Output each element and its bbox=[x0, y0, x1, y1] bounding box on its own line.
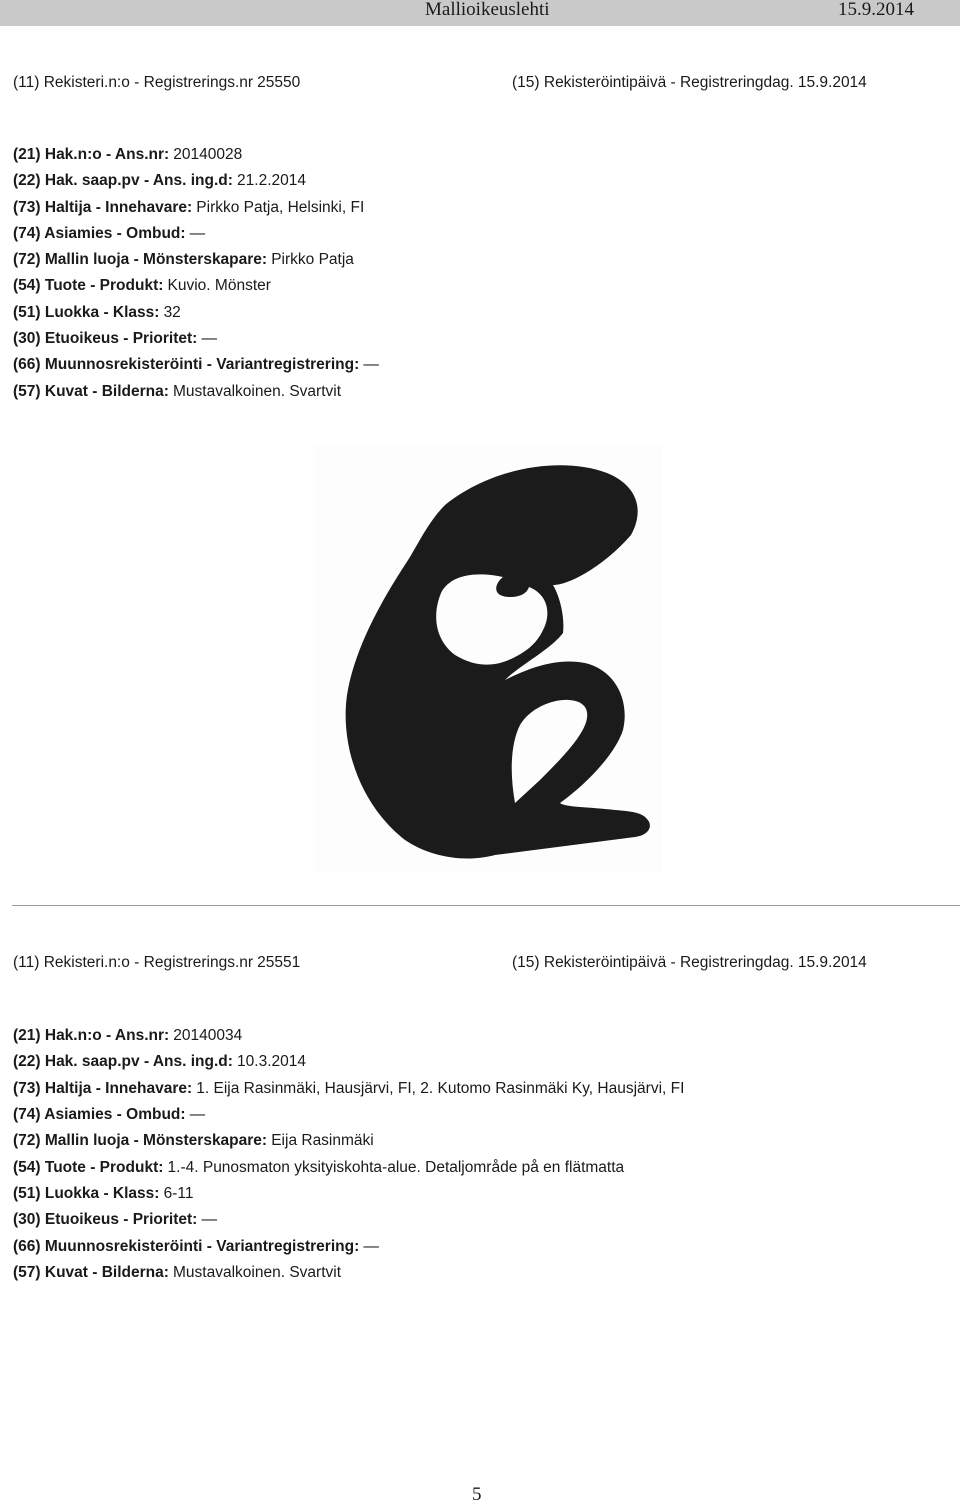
field-class bbox=[13, 302, 181, 323]
field-holder bbox=[13, 197, 364, 218]
field-value: Eija Rasinmäki bbox=[271, 1132, 374, 1149]
field-application-number bbox=[13, 144, 242, 165]
field-images bbox=[13, 1262, 341, 1283]
field-value: 10.3.2014 bbox=[237, 1053, 307, 1070]
field-label: (54) Tuote - Produkt: bbox=[13, 277, 164, 294]
field-value: Pirkko Patja, Helsinki, FI bbox=[196, 199, 365, 216]
field-label: (66) Muunnosrekisteröinti - Variantregistrering: bbox=[13, 356, 360, 373]
field-label: (73) Haltija - Innehavare: bbox=[13, 1080, 193, 1097]
registration-number-line bbox=[13, 952, 300, 973]
registration-number-value: 25551 bbox=[257, 954, 301, 971]
field-designer bbox=[13, 1130, 374, 1151]
field-images bbox=[13, 381, 341, 402]
field-priority bbox=[13, 328, 217, 349]
publication-date: 15.9.2014 bbox=[838, 0, 914, 20]
field-value: 20140028 bbox=[173, 146, 243, 163]
field-label: (74) Asiamies - Ombud: bbox=[13, 225, 186, 242]
field-label: (51) Luokka - Klass: bbox=[13, 304, 160, 321]
field-label: (66) Muunnosrekisteröinti - Variantregistrering: bbox=[13, 1238, 360, 1255]
registration-date-label: (15) Rekisteröintipäivä - Registreringdag. bbox=[512, 74, 794, 91]
field-value: 1. Eija Rasinmäki, Hausjärvi, FI, 2. Kutomo Rasinmäki Ky, Hausjärvi, FI bbox=[196, 1080, 685, 1097]
field-value: — bbox=[363, 1238, 379, 1255]
registration-date-line bbox=[512, 72, 867, 93]
field-label: (74) Asiamies - Ombud: bbox=[13, 1106, 186, 1123]
field-label: (57) Kuvat - Bilderna: bbox=[13, 1264, 169, 1281]
field-value: 21.2.2014 bbox=[237, 172, 307, 189]
field-value: Mustavalkoinen. Svartvit bbox=[173, 383, 342, 400]
field-value: 1.-4. Punosmaton yksityiskohta-alue. Detaljområde på en flätmatta bbox=[167, 1159, 625, 1176]
field-value: Pirkko Patja bbox=[271, 251, 354, 268]
field-value: — bbox=[363, 356, 379, 373]
registration-date-line bbox=[512, 952, 867, 973]
field-variant-registration bbox=[13, 1236, 379, 1257]
field-holder bbox=[13, 1078, 684, 1099]
record-divider bbox=[12, 905, 960, 906]
design-figure-image bbox=[315, 445, 662, 872]
field-label: (73) Haltija - Innehavare: bbox=[13, 199, 193, 216]
field-value: Mustavalkoinen. Svartvit bbox=[173, 1264, 342, 1281]
page-header bbox=[0, 0, 960, 26]
field-label: (30) Etuoikeus - Prioritet: bbox=[13, 1211, 198, 1228]
field-designer bbox=[13, 249, 354, 270]
field-value: 6-11 bbox=[163, 1185, 194, 1202]
field-label: (57) Kuvat - Bilderna: bbox=[13, 383, 169, 400]
registration-number-label: (11) Rekisteri.n:o - Registrerings.nr bbox=[13, 954, 254, 971]
field-agent bbox=[13, 1104, 205, 1125]
field-class bbox=[13, 1183, 193, 1204]
field-product bbox=[13, 275, 271, 296]
field-value: — bbox=[189, 1106, 206, 1123]
field-label: (22) Hak. saap.pv - Ans. ing.d: bbox=[13, 1053, 233, 1070]
field-variant-registration bbox=[13, 354, 379, 375]
field-label: (51) Luokka - Klass: bbox=[13, 1185, 160, 1202]
field-label: (72) Mallin luoja - Mönsterskapare: bbox=[13, 251, 268, 268]
field-label: (22) Hak. saap.pv - Ans. ing.d: bbox=[13, 172, 233, 189]
page-number: 5 bbox=[472, 1484, 482, 1505]
registration-date-value: 15.9.2014 bbox=[797, 74, 867, 91]
field-label: (54) Tuote - Produkt: bbox=[13, 1159, 164, 1176]
field-label: (21) Hak.n:o - Ans.nr: bbox=[13, 1027, 170, 1044]
field-label: (30) Etuoikeus - Prioritet: bbox=[13, 330, 198, 347]
field-value: — bbox=[189, 225, 206, 242]
field-priority bbox=[13, 1209, 217, 1230]
field-value: 32 bbox=[163, 304, 181, 321]
field-value: — bbox=[201, 330, 217, 347]
registration-date-value: 15.9.2014 bbox=[797, 954, 867, 971]
figure-graphic bbox=[315, 445, 662, 872]
field-label: (21) Hak.n:o - Ans.nr: bbox=[13, 146, 170, 163]
field-agent bbox=[13, 223, 205, 244]
field-label: (72) Mallin luoja - Mönsterskapare: bbox=[13, 1132, 268, 1149]
field-value: 20140034 bbox=[173, 1027, 243, 1044]
registration-number-value: 25550 bbox=[257, 74, 301, 91]
publication-title: Mallioikeuslehti bbox=[425, 0, 550, 20]
field-filing-date bbox=[13, 1051, 306, 1072]
field-value: Kuvio. Mönster bbox=[167, 277, 271, 294]
registration-number-label: (11) Rekisteri.n:o - Registrerings.nr bbox=[13, 74, 254, 91]
registration-date-label: (15) Rekisteröintipäivä - Registreringdag. bbox=[512, 954, 794, 971]
field-value: — bbox=[201, 1211, 217, 1228]
field-application-number bbox=[13, 1025, 242, 1046]
registration-number-line bbox=[13, 72, 300, 93]
field-product bbox=[13, 1157, 624, 1178]
field-filing-date bbox=[13, 170, 306, 191]
